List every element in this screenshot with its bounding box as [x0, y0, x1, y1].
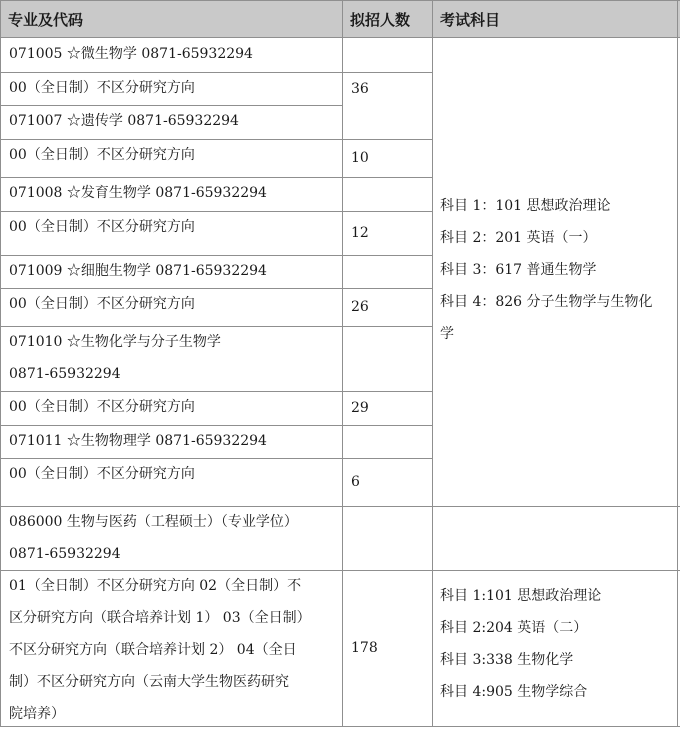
header-enrollment: 拟招人数 — [342, 0, 432, 38]
subject-line: 科目 3:338 生物化学 — [440, 652, 574, 668]
count-071007: 10 — [351, 150, 369, 166]
science-subjects — [432, 190, 680, 350]
table-border — [677, 0, 678, 727]
major-071005: 071005 ☆微生物学 0871-65932294 — [9, 46, 253, 62]
table-border — [0, 726, 680, 727]
table-border — [0, 326, 433, 327]
table-border — [0, 105, 343, 106]
subject-line: 学 — [440, 326, 454, 342]
table-border — [0, 139, 433, 140]
major-071011: 071011 ☆生物物理学 0871-65932294 — [9, 433, 267, 449]
table-border — [0, 425, 433, 426]
major-071010-phone: 0871-65932294 — [9, 366, 121, 382]
count-071011: 6 — [351, 474, 360, 490]
table-border — [0, 0, 1, 727]
header-exam-subjects: 考试科目 — [432, 0, 680, 38]
engineering-subjects — [432, 580, 680, 708]
direction-071010: 00（全日制）不区分研究方向 — [9, 399, 195, 415]
engineering-direction-line: 区分研究方向（联合培养计划 1） 03（全日制） — [9, 610, 311, 626]
major-086000: 086000 生物与医药（工程硕士）（专业学位） — [9, 514, 298, 530]
table-border — [0, 0, 680, 1]
table-border — [0, 37, 680, 38]
subject-line: 科目 4：826 分子生物学与生物化 — [440, 294, 653, 310]
direction-071005: 00（全日制）不区分研究方向 — [9, 80, 195, 96]
subject-line: 科目 4:905 生物学综合 — [440, 684, 588, 700]
engineering-direction-line: 不区分研究方向（联合培养计划 2） 04（全日 — [9, 642, 297, 658]
direction-071011: 00（全日制）不区分研究方向 — [9, 466, 195, 482]
table-border — [0, 506, 680, 507]
subject-line: 科目 2:204 英语（二） — [440, 620, 588, 636]
header-major-code: 专业及代码 — [0, 0, 342, 38]
count-071008: 12 — [351, 225, 369, 241]
major-071009: 071009 ☆细胞生物学 0871-65932294 — [9, 263, 267, 279]
major-071007: 071007 ☆遗传学 0871-65932294 — [9, 113, 239, 129]
engineering-direction-line: 制）不区分研究方向（云南大学生物医药研究 — [9, 674, 289, 690]
table-border — [0, 288, 433, 289]
direction-071008: 00（全日制）不区分研究方向 — [9, 219, 195, 235]
subject-line: 科目 3：617 普通生物学 — [440, 262, 597, 278]
table-border — [0, 211, 433, 212]
count-086000: 178 — [351, 640, 378, 656]
table-border — [342, 0, 343, 727]
table-border — [0, 72, 433, 73]
engineering-direction-line: 院培养） — [9, 706, 65, 722]
table-border — [432, 0, 433, 727]
direction-071009: 00（全日制）不区分研究方向 — [9, 296, 195, 312]
table-border — [0, 391, 433, 392]
engineering-directions — [0, 570, 342, 730]
table-border — [0, 458, 433, 459]
engineering-direction-line: 01（全日制）不区分研究方向 02（全日制）不 — [9, 578, 302, 594]
table-border — [0, 177, 433, 178]
subject-line: 科目 1：101 思想政治理论 — [440, 198, 611, 214]
major-086000-phone: 0871-65932294 — [9, 546, 121, 562]
table-border — [0, 255, 433, 256]
table-border — [0, 570, 680, 571]
count-071010: 29 — [351, 400, 369, 416]
direction-071007: 00（全日制）不区分研究方向 — [9, 147, 195, 163]
major-071010: 071010 ☆生物化学与分子生物学 — [9, 334, 221, 350]
major-071008: 071008 ☆发育生物学 0871-65932294 — [9, 185, 267, 201]
subject-line: 科目 2：201 英语（一） — [440, 230, 597, 246]
subject-line: 科目 1:101 思想政治理论 — [440, 588, 602, 604]
count-071009: 26 — [351, 299, 369, 315]
count-071005: 36 — [351, 80, 369, 97]
